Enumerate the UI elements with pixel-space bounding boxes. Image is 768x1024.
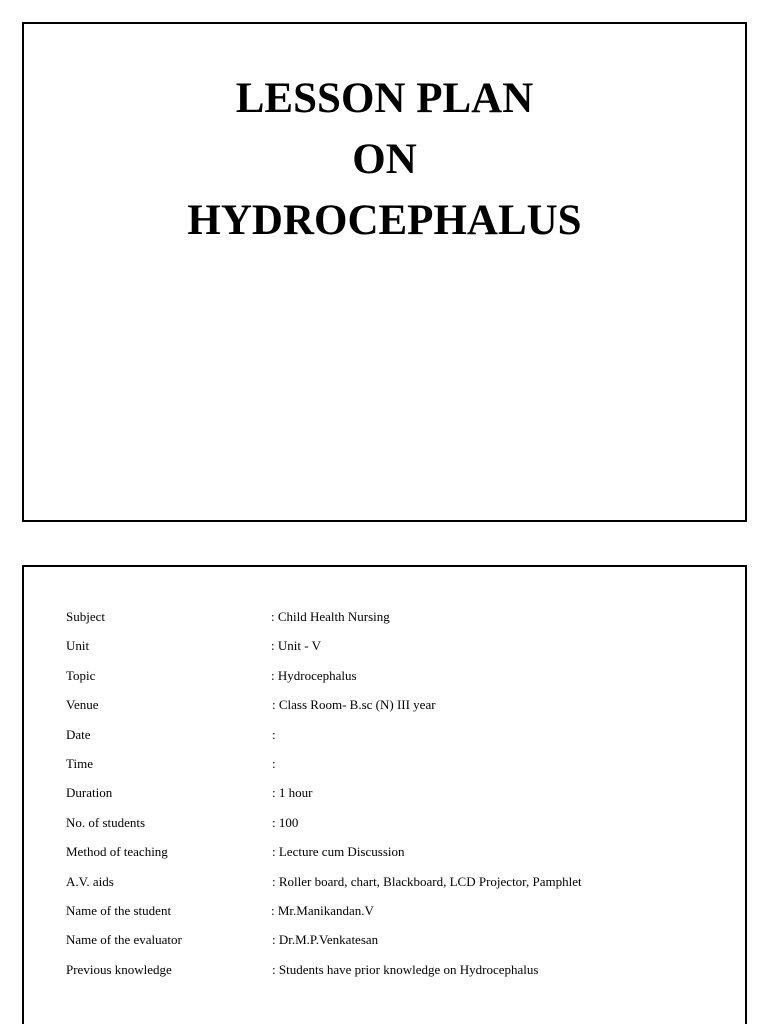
detail-value: : 1 hour (272, 785, 313, 801)
detail-label: Unit (66, 638, 90, 654)
detail-value: : Child Health Nursing (271, 609, 390, 624)
document-title (24, 68, 745, 251)
detail-label: Date (66, 726, 91, 742)
detail-value: : Mr.Manikandan.V (271, 902, 374, 918)
detail-label: Name of the evaluator (66, 932, 182, 948)
lesson-details-frame (22, 565, 747, 1024)
detail-label: A.V. aids (66, 873, 114, 889)
detail-value: : Lecture cum Discussion (272, 844, 405, 860)
detail-row-av-aids (66, 870, 716, 899)
detail-value: : 100 (272, 814, 299, 830)
detail-label: Previous knowledge (66, 961, 172, 977)
detail-row-unit (66, 634, 716, 663)
detail-label: No. of students (66, 814, 146, 830)
title-line-on: ON (352, 136, 417, 183)
title-line-topic: HYDROCEPHALUS (187, 197, 582, 244)
detail-row-topic (66, 664, 716, 693)
detail-row-method (66, 840, 716, 869)
detail-value: : Hydrocephalus (271, 667, 357, 683)
detail-value: : (272, 726, 276, 742)
detail-row-evaluator (66, 928, 716, 957)
detail-row-previous-knowledge (66, 958, 716, 987)
detail-row-time (66, 752, 716, 781)
detail-row-students (66, 811, 716, 840)
detail-label: Duration (66, 785, 113, 801)
detail-label: Method of teaching (66, 844, 168, 860)
detail-label: Subject (66, 609, 105, 624)
detail-value: : Class Room- B.sc (N) III year (272, 697, 436, 713)
detail-value: : (272, 755, 276, 771)
lesson-details-list (66, 605, 716, 987)
detail-label: Topic (66, 667, 96, 683)
detail-row-venue (66, 693, 716, 722)
detail-label: Name of the student (66, 902, 172, 918)
detail-value: : Roller board, chart, Blackboard, LCD Projector, Pamphlet (272, 873, 582, 889)
detail-value: : Students have prior knowledge on Hydrocephalus (272, 961, 539, 977)
title-page-frame (22, 22, 747, 522)
detail-label: Venue (66, 697, 99, 713)
title-line-lesson-plan: LESSON PLAN (235, 75, 534, 122)
detail-row-subject (66, 605, 716, 634)
detail-label: Time (66, 755, 93, 771)
detail-row-duration (66, 781, 716, 810)
detail-value: : Dr.M.P.Venkatesan (272, 932, 379, 948)
detail-value: : Unit - V (271, 638, 321, 654)
detail-row-student-name (66, 899, 716, 928)
detail-row-date (66, 723, 716, 752)
